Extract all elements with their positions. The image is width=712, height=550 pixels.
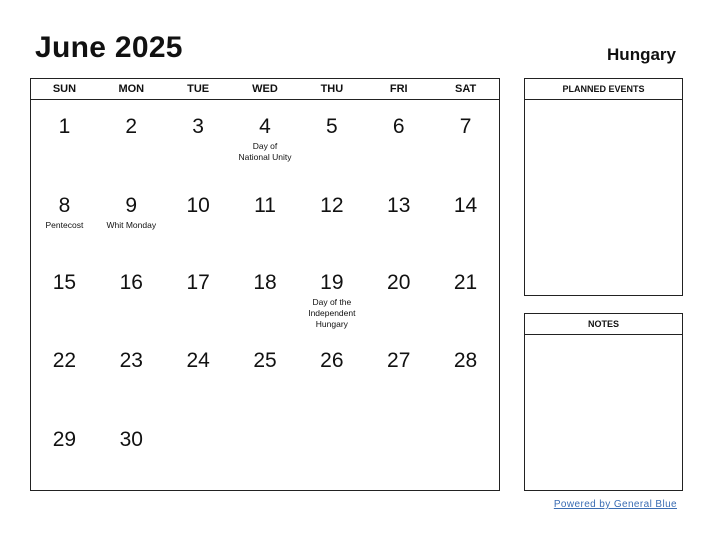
day-cell — [165, 100, 232, 179]
weekday-thu: THU — [320, 83, 344, 95]
day-cell — [31, 256, 98, 334]
day-number: 14 — [453, 194, 478, 217]
day-number: 21 — [453, 271, 478, 294]
day-cell — [298, 100, 365, 179]
day-number — [298, 413, 365, 428]
day-cell — [31, 413, 98, 490]
powered-by-link[interactable]: Powered by General Blue — [553, 499, 677, 510]
day-number: 10 — [186, 194, 210, 217]
day-cell — [98, 100, 165, 179]
day-number: 8 — [58, 194, 71, 217]
day-number — [365, 413, 432, 428]
day-cell — [365, 179, 432, 256]
day-cell — [232, 100, 299, 179]
day-cell — [232, 179, 299, 256]
day-cell — [98, 179, 165, 256]
day-cell — [165, 413, 232, 490]
weekday-mon: MON — [118, 83, 145, 95]
page-title: June 2025 — [35, 31, 183, 64]
day-cell — [432, 100, 499, 179]
day-cell — [432, 334, 499, 413]
day-number: 19 — [320, 271, 344, 294]
day-number: 16 — [119, 271, 143, 294]
holiday-label: Whit Monday — [106, 220, 157, 230]
day-cell — [298, 256, 365, 334]
holiday-label: Pentecost — [45, 220, 84, 230]
holiday-label: Day of the Independent Hungary — [308, 297, 356, 329]
day-number: 28 — [453, 349, 478, 372]
planned-events-heading: PLANNED EVENTS — [525, 79, 682, 100]
day-number: 20 — [387, 271, 411, 294]
day-number: 24 — [186, 349, 210, 372]
day-cell — [232, 413, 299, 490]
day-cell — [432, 256, 499, 334]
day-cell — [365, 334, 432, 413]
weekday-sat: SAT — [454, 83, 477, 95]
day-cell — [31, 334, 98, 413]
day-cell — [98, 256, 165, 334]
day-cell — [365, 100, 432, 179]
day-number: 9 — [125, 194, 138, 217]
day-number: 5 — [326, 115, 338, 138]
day-number: 13 — [387, 194, 411, 217]
country-label: Hungary — [607, 45, 676, 64]
day-cell — [232, 334, 299, 413]
day-cell — [232, 256, 299, 334]
day-number: 6 — [392, 115, 405, 138]
day-cell — [298, 179, 365, 256]
holiday-label: Day of National Unity — [238, 141, 292, 162]
day-number: 27 — [387, 349, 411, 372]
calendar-days — [31, 100, 499, 490]
day-number — [232, 413, 299, 428]
day-cell — [298, 413, 365, 490]
day-number: 30 — [119, 428, 143, 451]
notes-heading: NOTES — [525, 314, 682, 335]
day-number: 23 — [119, 349, 143, 372]
day-number: 26 — [320, 349, 344, 372]
day-cell — [165, 256, 232, 334]
day-number: 22 — [52, 349, 77, 372]
weekday-sun: SUN — [52, 83, 77, 95]
day-cell — [98, 334, 165, 413]
day-number: 11 — [254, 194, 276, 217]
day-cell — [98, 413, 165, 490]
day-number: 7 — [459, 115, 472, 138]
weekday-wed: WED — [252, 83, 278, 95]
day-cell — [31, 100, 98, 179]
calendar-grid — [30, 78, 500, 491]
day-number: 3 — [192, 115, 204, 138]
weekday-tue: TUE — [187, 83, 210, 95]
day-number — [165, 413, 232, 428]
day-number: 29 — [52, 428, 77, 451]
day-number: 4 — [259, 115, 271, 138]
day-number — [432, 413, 499, 428]
day-number: 12 — [320, 194, 344, 217]
day-cell — [165, 334, 232, 413]
day-cell — [165, 179, 232, 256]
weekday-fri: FRI — [389, 83, 408, 95]
weekday-header — [31, 79, 499, 100]
day-number: 2 — [125, 115, 138, 138]
day-number: 25 — [253, 349, 277, 372]
day-number: 17 — [186, 271, 210, 294]
day-cell — [31, 179, 98, 256]
day-number: 18 — [253, 271, 277, 294]
day-number: 15 — [52, 271, 77, 294]
planned-events-panel — [524, 78, 683, 296]
day-cell — [365, 256, 432, 334]
day-cell — [298, 334, 365, 413]
day-cell — [432, 179, 499, 256]
day-number: 1 — [58, 115, 71, 138]
day-cell — [432, 413, 499, 490]
notes-panel — [524, 313, 683, 491]
day-cell — [365, 413, 432, 490]
